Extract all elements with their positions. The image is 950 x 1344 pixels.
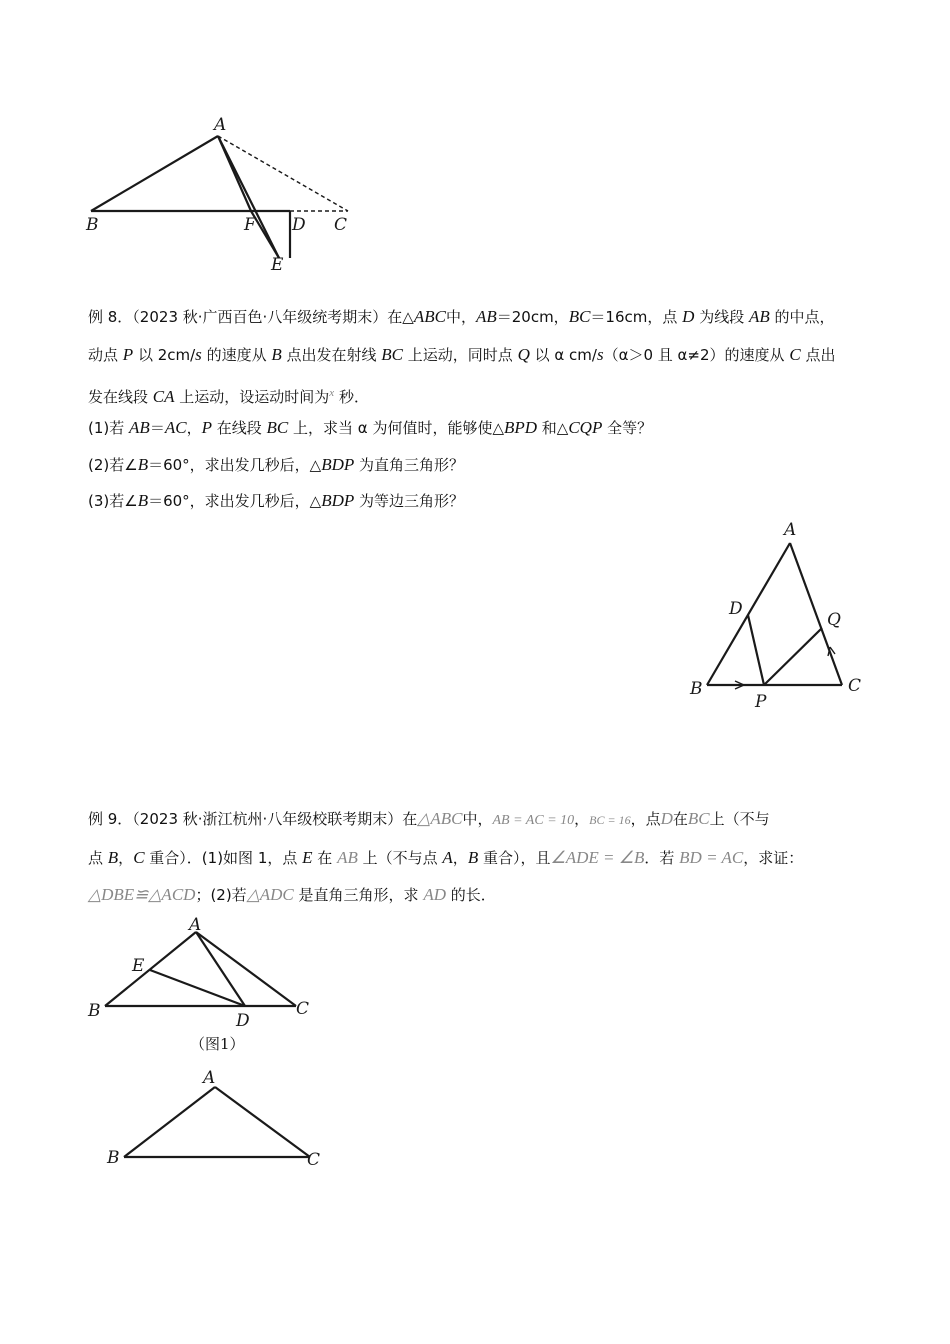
segment-ed (150, 970, 245, 1006)
segment-ac (196, 932, 296, 1006)
label-a: A (203, 1068, 216, 1088)
example8-question1: (1)若 AB＝AC，P 在线段 BC 上，求当 α 为何值时，能够使△BPD 和△CQP 全等？ (88, 418, 653, 437)
label-p: P (755, 692, 767, 712)
figure-top (80, 110, 380, 280)
label-d: D (292, 215, 306, 235)
segment-dp (748, 615, 764, 685)
segment-ad (196, 932, 245, 1006)
label-a: A (214, 115, 227, 135)
label-b: B (88, 1001, 101, 1021)
example9-line1: 例 9．（2023 秋·浙江杭州·八年级校联考期末）在△ABC中，AB = AC = 10，BC = 16，点D在BC上（不与 (88, 809, 770, 828)
example8-figure (680, 515, 870, 715)
example9-line3: △DBE≌△ACD；(2)若△ADC 是直角三角形，求 AD 的长． (88, 885, 496, 904)
segment-ab (707, 543, 790, 685)
example9-line2: 点 B，C 重合）．(1)如图 1，点 E 在 AB 上（不与点 A，B 重合），且∠ADE = ∠B．若 BD = AC，求证： (88, 848, 804, 867)
figure1-caption: （图1） (190, 1035, 245, 1053)
example9-figure1 (80, 912, 330, 1032)
example9-figure2 (100, 1065, 340, 1175)
label-q: Q (827, 610, 841, 630)
label-d: D (729, 599, 743, 619)
label-c: C (307, 1150, 321, 1170)
segment-af (218, 136, 251, 211)
label-a: A (784, 520, 797, 540)
label-d: D (236, 1011, 250, 1031)
label-e: E (132, 956, 145, 976)
example8-line1: 例 8．（2023 秋·广西百色·八年级统考期末）在△ABC中，AB＝20cm，BC＝16cm，点 D 为线段 AB 的中点， (88, 307, 835, 326)
example8-question2: (2)若∠B＝60°，求出发几秒后，△BDP 为直角三角形？ (88, 455, 465, 474)
segment-ab (124, 1087, 215, 1157)
label-a: A (189, 915, 202, 935)
label-b: B (107, 1148, 120, 1168)
label-c: C (334, 215, 348, 235)
label-b: B (690, 679, 703, 699)
label-c: C (848, 676, 862, 696)
label-f: F (244, 215, 256, 235)
segment-ab (105, 932, 196, 1006)
label-b: B (86, 215, 99, 235)
segment-pq (764, 628, 822, 685)
example8-line3: 发在线段 CA 上运动，设运动时间为$^x$ 秒． (88, 387, 369, 406)
segment-ac (215, 1087, 310, 1157)
example8-line2: 动点 P 以 2cm/s 的速度从 B 点出发在射线 BC 上运动，同时点 Q 以 α cm/s（α＞0 且 α≠2）的速度从 C 点出 (88, 345, 836, 364)
label-e: E (271, 255, 284, 275)
example8-question3: (3)若∠B＝60°，求出发几秒后，△BDP 为等边三角形？ (88, 491, 465, 510)
segment-ab (91, 136, 218, 211)
label-c: C (296, 999, 310, 1019)
